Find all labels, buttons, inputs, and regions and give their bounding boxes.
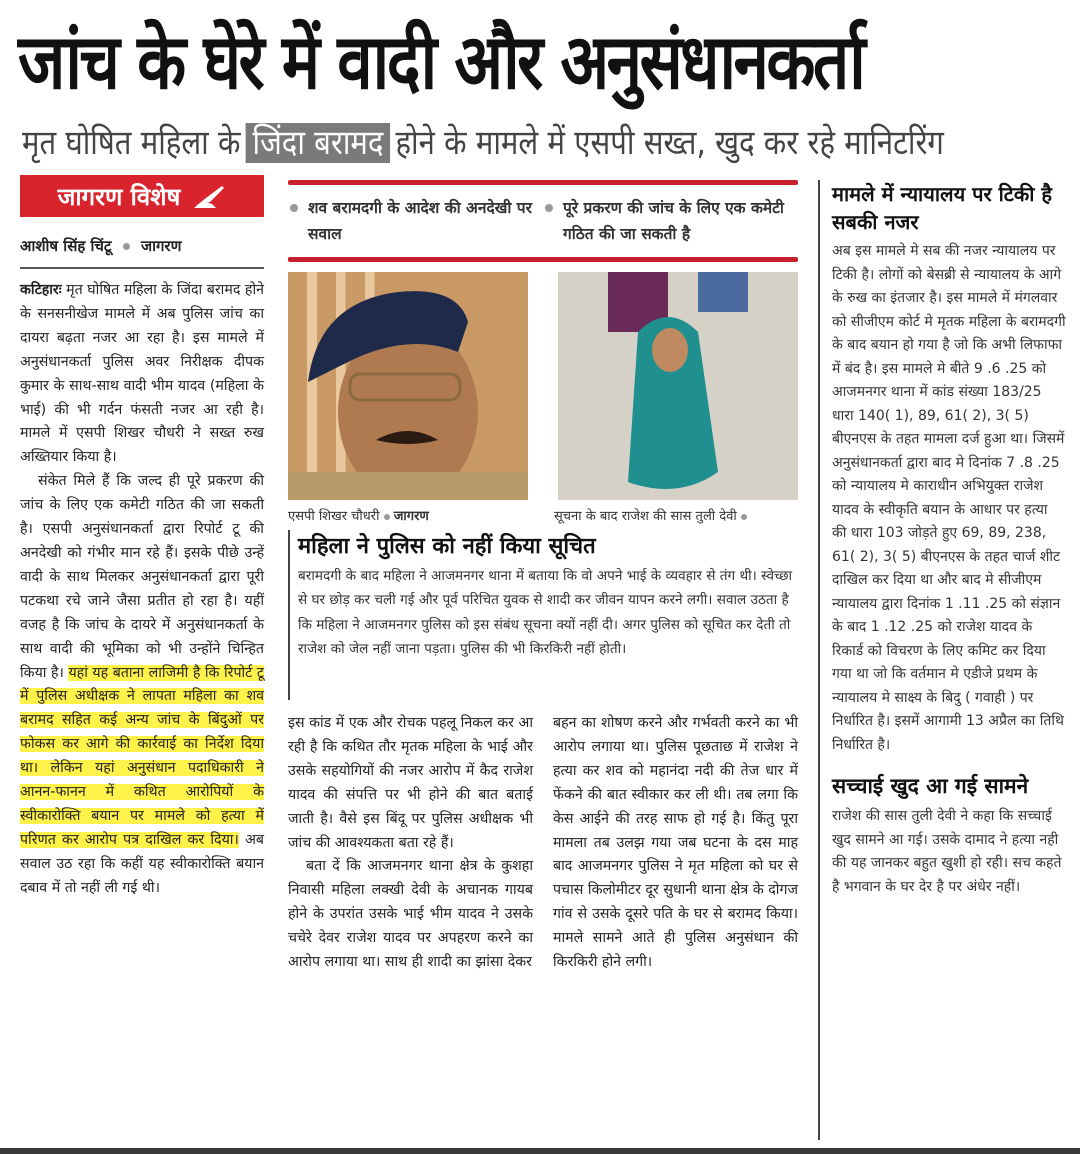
woman-seated-illustration — [558, 272, 798, 500]
key-point-text: पूरे प्रकरण की जांच के लिए एक कमेटी गठित की जा सकती है — [563, 199, 784, 243]
photo-captions — [288, 500, 798, 526]
red-rule-bottom — [288, 257, 798, 262]
subhead-after: होने के मामले में एसपी सख्त, खुद कर रहे मानिटरिंग — [395, 123, 944, 163]
caption-text: सूचना के बाद राजेश की सास तुली देवी — [554, 509, 737, 524]
bullet-icon — [545, 204, 553, 212]
right-column — [818, 180, 1066, 1140]
dateline: कटिहारः — [20, 282, 62, 298]
left-column — [20, 175, 264, 901]
subhead-highlight: जिंदा बरामद — [246, 123, 391, 163]
woman-seated-photo — [558, 272, 798, 500]
middle-subcolumns — [288, 712, 798, 975]
page-bottom-edge — [0, 1148, 1080, 1154]
subhead-before: मृत घोषित महिला के — [22, 123, 241, 163]
divider — [20, 267, 264, 269]
left-paragraph-tail: अब सवाल उठ रहा कि कहीं यह स्वीकारोक्ति बयान दबाव में तो नहीं ली गई थी। — [20, 831, 265, 896]
key-point — [288, 195, 543, 247]
subheadline — [22, 118, 1037, 168]
right-text: अब इस मामले मे सब की नजर न्यायालय पर टिकी है। लोगों को बेसब्री से न्यायालय के आगे के रुख का इंतजार है। इस मामले में मंगलवार को सीजीएम कोर्ट मे मृतक महिला के बरामदगी के बाद बयान हो गया है जो कि अभी लिफाफा में बंद है। इस मामले मे बीते 9 .6 .25 को आजमनगर थाना में कांड संख्या 183/25 धारा 140( 1), 89, 61( 2), 3( 5) बीएनएस के तहत मामला दर्ज हुआ था। जिसमें अनुसंधानकर्ता द्वारा बाद मे दिनांक 7 .8 .25 को न्यायालय मे काराधीन अभियुक्त राजेश यादव के स्वीकृति बयान के आधार पर हत्या की धारा 103 जोड़ते हुए 69, 89, 238, 61( 2), 3( 5) बीएनएस के तहत चार्ज शीट दाखिल कर दिया था और बाद मे सीजीएम न्यायालय द्वारा दिनांक 1 .11 .25 को संज्ञान के बाद 1 .12 .25 को राजेश यादव के रिकार्ड को विचरण के लिए कमिट कर दिया गया था जो कि वर्तमान मे एडीजे प्रथम के न्यायालय मे साक्ष्य के बिदु ( गवाही ) पर निर्धारित है। इसमें आगामी 13 अप्रैल का तिथि निर्धारित है। — [832, 243, 1066, 753]
left-body — [20, 279, 264, 901]
right-title: मामले में न्यायालय पर टिकी है सबकी नजर — [832, 182, 1053, 234]
headline: जांच के घेरे में वादी और अनुसंधानकर्ता — [18, 17, 864, 106]
key-point-text: शव बरामदगी के आदेश की अनदेखी पर सवाल — [308, 199, 532, 243]
photos — [288, 272, 798, 500]
key-points — [288, 185, 798, 257]
photo-caption — [554, 506, 798, 526]
mid-paragraph-2: बता दें कि आजमनगर थाना क्षेत्र के कुशहा निवासी महिला लक्खी देवी के अचानक गायब होने के उपरांत उसके भाई भीम यादव ने उसके चचेरे देवर राजेश यादव पर अपहरण करने का आरोप लगाया था। साथ ही शादी का झांसा देकर — [288, 858, 533, 971]
middle-subcolumn-1 — [288, 712, 533, 975]
right-subtitle: सच्चाई खुद आ गई सामने — [832, 774, 1029, 798]
caption-credit: जागरण — [393, 509, 429, 524]
bullet-dot-icon — [741, 514, 747, 520]
byline — [20, 231, 264, 261]
box-text: बरामदगी के बाद महिला ने आजमनगर थाना में बताया कि वो अपने भाई के व्यवहार से तंग थी। स्वेच्छा से घर छोड़ कर चली गई और पूर्व परिचित युवक से शादी कर जीवन यापन करने लगी। सवाल उठता है कि महिला ने आजमनगर पुलिस को इस संबंध सूचना क्यों नहीं दी। अगर पुलिस को सूचित कर देती तो राजेश को जेल नहीं जाना पड़ता। पुलिस की भी किरकिरी नहीं होती। — [298, 568, 793, 658]
sp-portrait-photo — [288, 272, 528, 500]
highlighted-passage: यहां यह बताना लाजिमी है कि रिपोर्ट टू में पुलिस अधीक्षक ने लापता महिला का शव बरामद सहित कई अन्य जांच के बिंदुओं पर फोकस कर आगे की कार्रवाई का निर्देश दिया था। लेकिन यहां अनुसंधान पदाधिकारी ने आनन-फानन में कथित आरोपियों के स्वीकारोक्ति बयान पर मामले को हत्या में परिणत कर आरोप पत्र दाखिल कर दिया। — [20, 664, 264, 848]
byline-author: आशीष सिंह चिंटू — [20, 237, 112, 255]
sidebar-box — [288, 530, 798, 700]
byline-source: जागरण — [140, 237, 182, 255]
mid-paragraph-1: इस कांड में एक और रोचक पहलू निकल कर आ रही है कि कथित तौर मृतक महिला के भाई और उसके सहयोगियों की नजर आरोप में कैद राजेश यादव की संपत्ति पर भी होने की बात बताई जाती है। वैसे इस बिंदू पर पुलिस अधीक्षक भी जांच की आवश्यकता बता रहे हैं। — [288, 715, 533, 851]
photo-caption — [288, 506, 429, 526]
sp-portrait-illustration — [288, 272, 528, 500]
mid-paragraph-3: बहन का शोषण करने और गर्भवती करने का भी आरोप लगाया था। पुलिस पूछताछ में राजेश ने हत्या कर शव को महानंदा नदी की तेज धार में फेंकने की बात स्वीकार कर ली थी। तब लगा कि केस आईने की तरह साफ हो गई है। किंतु पूरा मामला तब उलझ गया जब घटना के दस माह बाद आजमनगर पुलिस ने मृत महिला को घर से पचास किलोमीटर दूर सुधानी थाना क्षेत्र के दोगज गांव से उसके दूसरे पति के घर से बरामद किया। मामले सामने आते ही पुलिस अनुसंधान की किरकिरी होने लगी। — [553, 715, 798, 971]
box-title: महिला ने पुलिस को नहीं किया सूचित — [298, 534, 596, 559]
left-paragraph-2: संकेत मिले हैं कि जल्द ही पूरे प्रकरण की जांच के लिए एक कमेटी गठित की जा सकती है। एसपी अनुसंधानकर्ता द्वारा रिपोर्ट टू की अनदेखी को गंभीर मान रहे हैं। इसके पीछे उन्हें वादी के साथ मिलकर अनुसंधानकर्ता द्वारा पूरी पटकथा रचे जाने जैसा प्रतीत हो रहा है। यहीं वजह है कि जांच के दायरे में अनुसंधानकर्ता के साथ वादी की भूमिका को भी उन्होंने चिन्हित किया है। — [20, 473, 264, 681]
pen-hand-icon — [192, 182, 226, 210]
middle-column — [288, 180, 798, 975]
key-point — [543, 195, 798, 247]
middle-subcolumn-2 — [553, 712, 798, 975]
bullet-icon — [290, 204, 298, 212]
right-subtext: राजेश की सास तुली देवी ने कहा कि सच्चाई खुद सामने आ गई। उसके दामाद ने हत्या नही की यह जानकर बहुत खुशी हो रही। सच कहते है भगवान के घर देर है पर अंधेर नहीं। — [832, 808, 1062, 895]
caption-text: एसपी शिखर चौधरी — [288, 509, 380, 524]
left-paragraph-1: मृत घोषित महिला के जिंदा बरामद होने के सनसनीखेज मामले में अब पुलिस जांच का दायरा बढ़ता नजर आ रहा है। इस मामले में अनुसंधानकर्ता पुलिस अवर निरीक्षक दीपक कुमार के साथ-साथ वादी भीम यादव (महिला के भाई) की भी गर्दन फंसती नजर आ रही है। मामले में एसपी शिखर चौधरी ने सख्त रुख अख्तियार किया है। — [20, 282, 264, 466]
bullet-dot-icon — [123, 243, 130, 250]
banner-label: जागरण विशेष — [57, 182, 181, 211]
jagran-vishesh-banner — [20, 175, 264, 217]
bullet-dot-icon — [384, 514, 390, 520]
